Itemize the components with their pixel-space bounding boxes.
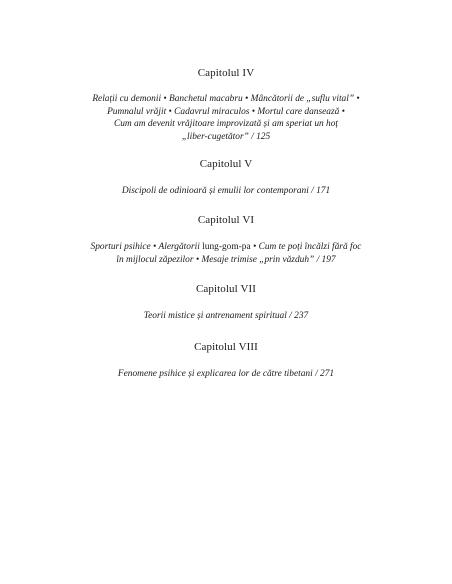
chapter-entries: [60, 185, 392, 198]
chapter-viii: [60, 341, 392, 381]
chapter-title: Capitolul IV: [197, 67, 255, 79]
entry-text: • Cum te poți încălzi fără foc: [250, 242, 362, 252]
entry-line: Cum am devenit vrăjitoare improvizată și am speriat un hoț: [113, 119, 339, 130]
entry-line: Fenomene psihice și explicarea lor de către tibetani / 271: [117, 369, 335, 379]
entry-line: Teorii mistice și antrenament spiritual / 237: [143, 311, 309, 321]
chapter-title: Capitolul VII: [195, 283, 257, 295]
chapter-vi: [60, 214, 392, 266]
chapter-vii: [60, 283, 392, 323]
entry-term: lung-gom-pa: [202, 242, 251, 252]
chapter-entries: [60, 368, 392, 381]
entry-line: Discipoli de odinioară și emulii lor contemporani / 171: [121, 186, 331, 196]
entry-line: [60, 241, 392, 254]
chapter-entries: [60, 310, 392, 323]
chapter-entries: [60, 93, 392, 143]
entry-line: Relații cu demonii • Banchetul macabru • Mâncătorii de „suflu vital” •: [92, 94, 360, 104]
chapter-entries: [60, 241, 392, 266]
chapter-title: Capitolul V: [199, 158, 253, 170]
entry-line: în mijlocul zăpezilor • Mesaje trimise „prin văzduh” / 197: [116, 254, 336, 265]
entry-text: Sporturi psihice • Alergătorii: [90, 242, 203, 252]
chapter-v: [60, 158, 392, 198]
chapter-iv: [60, 67, 392, 143]
chapter-title: Capitolul VI: [197, 214, 255, 226]
chapter-title: Capitolul VIII: [194, 341, 258, 353]
entry-line: Pumnalul vrăjit • Cadavrul miraculos • Mortul care dansează •: [107, 106, 345, 117]
entry-line: „liber-cugetător” / 125: [181, 131, 271, 142]
